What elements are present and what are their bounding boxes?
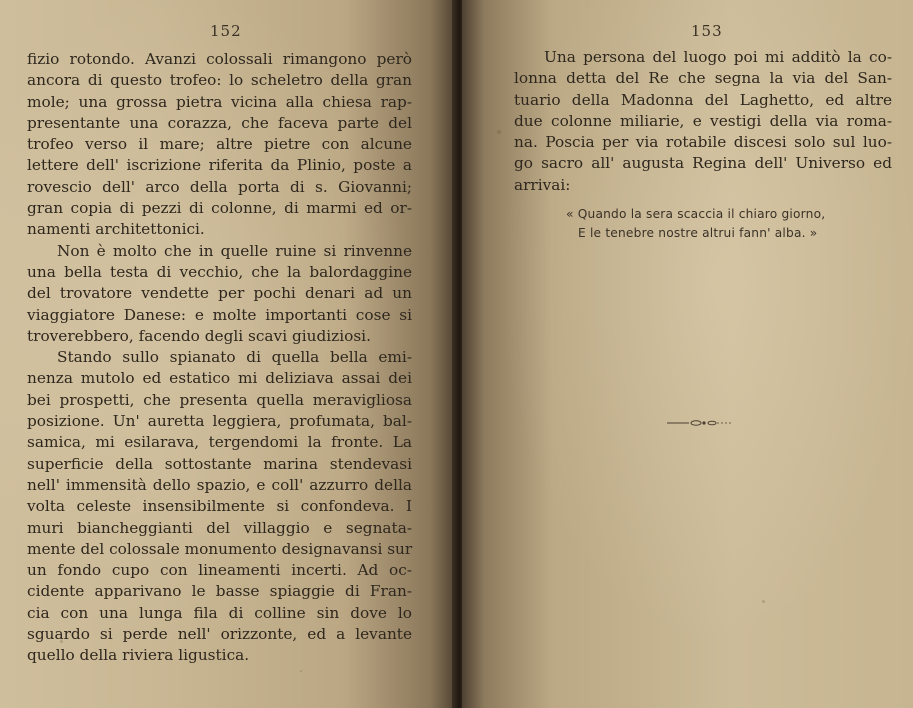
text-line: gran copia di pezzi di colonne, di marmi ed or- — [27, 199, 412, 218]
text-line: troverebbero, facendo degli scavi giudiziosi. — [27, 326, 371, 345]
text-line: fizio rotondo. Avanzi colossali rimangono però — [27, 50, 412, 68]
text-line: go sacro all' augusta Regina dell' Universo ed — [514, 154, 892, 173]
text-line: lonna detta del Re che segna la via del San- — [514, 69, 892, 88]
text-line: quello della riviera ligustica. — [27, 646, 250, 665]
text-line: superficie della sottostante marina stendevasi — [27, 454, 412, 473]
paper-spot — [60, 640, 63, 643]
right-page-text — [514, 47, 892, 196]
text-line: mente del colossale monumento designavansi sur — [27, 539, 413, 558]
text-line: samica, mi esilarava, tergendomi la fronte. La — [27, 433, 412, 452]
text-line: del trovatore vendette per pochi denari ad un — [27, 284, 412, 303]
text-line: posizione. Un' auretta leggiera, profumata, bal- — [27, 412, 412, 431]
text-line: bei prospetti, che presenta quella meravigliosa — [27, 390, 412, 409]
text-line: Non è molto che in quelle ruine si rinvenne — [57, 241, 412, 260]
text-line: Una persona del luogo poi mi additò la co- — [544, 48, 892, 66]
fleuron-divider-icon — [665, 418, 735, 428]
text-line: Stando sullo spianato di quella bella emi- — [57, 348, 412, 367]
text-line: rovescio dell' arco della porta di s. Giovanni; — [27, 177, 412, 196]
text-line: volta celeste insensibilmente si confondeva. I — [27, 497, 412, 516]
text-line: trofeo verso il mare; altre pietre con alcune — [27, 135, 412, 154]
text-line: cia con una lunga fila di colline sin dove lo — [27, 603, 412, 622]
text-line: nenza mutolo ed estatico mi deliziava assai dei — [27, 369, 412, 388]
text-line: viaggiatore Danese: e molte importanti cose si — [27, 305, 412, 324]
text-line: nell' immensità dello spazio, e coll' azzurro della — [27, 475, 412, 494]
text-line: ancora di questo trofeo: lo scheletro della gran — [27, 71, 412, 90]
text-line: due colonne miliarie, e vestigi della via roma- — [514, 111, 892, 130]
text-line: na. Poscia per via rotabile discesi solo sul luo- — [514, 133, 892, 152]
paper-spot — [300, 670, 302, 672]
quote-line: E le tenebre nostre altrui fann' alba. » — [578, 226, 818, 240]
text-line: arrivai: — [514, 175, 571, 194]
page-number-right: 153 — [691, 22, 723, 40]
text-line: muri biancheggianti del villaggio e segnata- — [27, 518, 412, 537]
verse-quote — [566, 205, 866, 243]
page-number-left: 152 — [210, 22, 242, 40]
text-line: mole; una grossa pietra vicina alla chiesa rap- — [27, 92, 412, 111]
text-line: cidente apparivano le basse spiaggie di Fran- — [27, 582, 412, 601]
paper-spot — [497, 130, 501, 134]
paper-spot — [762, 600, 765, 603]
quote-line: « Quando la sera scaccia il chiaro giorno, — [566, 207, 826, 221]
right-page — [462, 0, 913, 708]
text-line: una bella testa di vecchio, che la balordaggine — [27, 262, 412, 281]
text-line: namenti architettonici. — [27, 220, 205, 239]
text-line: un fondo cupo con lineamenti incerti. Ad oc- — [27, 561, 412, 580]
left-page-text — [27, 49, 412, 667]
text-line: lettere dell' iscrizione riferita da Plinio, poste a — [27, 156, 412, 175]
text-line: presentante una corazza, che faceva parte del — [27, 113, 412, 132]
text-line: sguardo si perde nell' orizzonte, ed a levante — [27, 625, 412, 644]
text-line: tuario della Madonna del Laghetto, ed altre — [514, 90, 892, 109]
